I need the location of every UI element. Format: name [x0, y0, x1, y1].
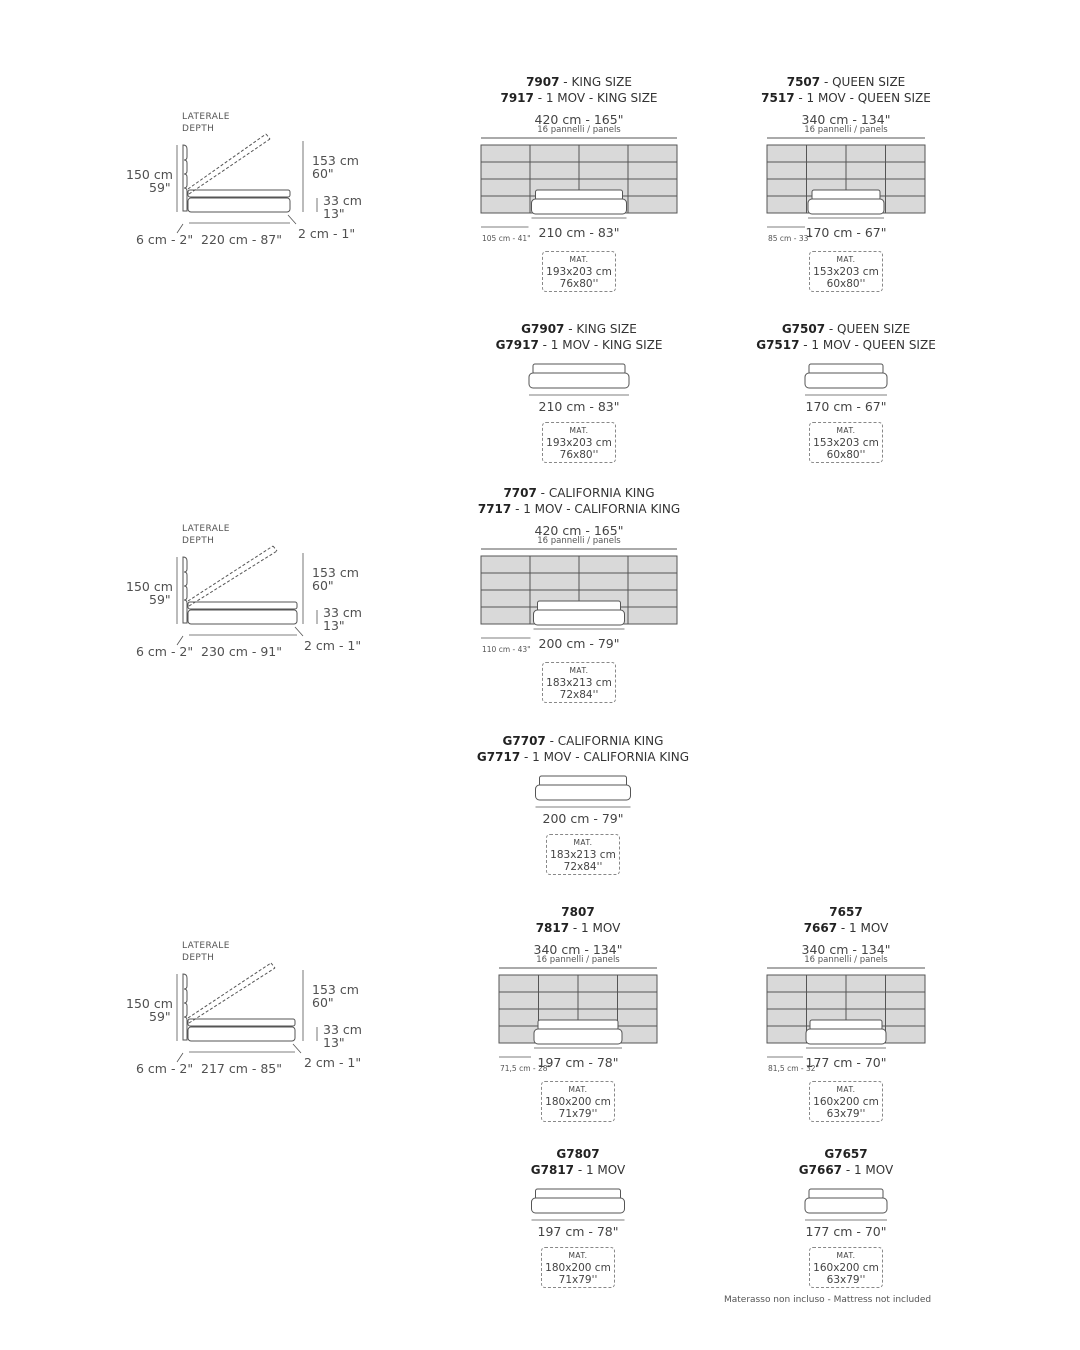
model-code: 7907 — [526, 75, 560, 89]
bed-width: 197 cm - 78" — [537, 1055, 619, 1070]
bed-width: 170 cm - 67" — [805, 399, 887, 414]
panel-tile — [499, 992, 539, 1009]
panel-tile — [628, 179, 677, 196]
panel-tile — [618, 992, 658, 1009]
panel-tile — [886, 196, 926, 213]
panel-tile — [846, 145, 886, 162]
model-desc: - 1 MOV — [569, 921, 621, 935]
model-code: 7657 — [829, 905, 863, 919]
mattress-cm: 180x200 cm — [545, 1262, 611, 1274]
model-code: G7907 — [521, 322, 565, 336]
gap-dim: 2 cm - 1" — [304, 1055, 362, 1070]
bed-width: 200 cm - 79" — [538, 636, 620, 651]
panel-tile — [846, 162, 886, 179]
headboard-thickness: 6 cm - 2" — [136, 644, 194, 659]
panel-tile — [767, 1026, 807, 1043]
panel-tile — [481, 573, 530, 590]
panel-tile — [481, 590, 530, 607]
model-code: 7667 — [803, 921, 838, 935]
panel-tile — [807, 992, 847, 1009]
panel-tile — [530, 162, 579, 179]
panel-tile — [579, 573, 628, 590]
panel-tile — [886, 162, 926, 179]
model-desc: - KING SIZE — [564, 322, 637, 336]
model-code: G7817 — [530, 1163, 575, 1177]
model-code: G7517 — [756, 338, 800, 352]
mattress-label: MAT. — [569, 426, 589, 435]
panel-tile — [628, 196, 677, 213]
mattress-in: 63x79'' — [826, 1108, 866, 1120]
panel-tile — [628, 573, 677, 590]
mattress-in: 60x80'' — [826, 449, 866, 461]
model-code: 7707 — [503, 486, 537, 500]
model-desc: - QUEEN SIZE — [820, 75, 906, 89]
mattress-label: MAT. — [569, 255, 589, 264]
panel-tile — [578, 992, 618, 1009]
height-cm: 150 cm — [126, 167, 173, 182]
model-desc: - KING SIZE — [559, 75, 632, 89]
model-code: G7667 — [798, 1163, 843, 1177]
mattress-label: MAT. — [836, 426, 856, 435]
side-label-depth: DEPTH — [182, 124, 215, 134]
model-line-1 — [696, 74, 996, 90]
model-desc: - 1 MOV - QUEEN SIZE — [794, 91, 931, 105]
mattress-cm: 160x200 cm — [813, 1096, 879, 1108]
panel-tile — [807, 162, 847, 179]
mattress-label: MAT. — [836, 1251, 856, 1260]
model-line-2 — [696, 90, 996, 106]
bed-height-cm: 33 cm — [323, 1022, 362, 1037]
panel-tile — [618, 1026, 658, 1043]
panel-tile — [886, 1009, 926, 1026]
panel-tile — [578, 975, 618, 992]
panel-tile — [886, 992, 926, 1009]
bed-height-in: 13" — [323, 618, 345, 633]
height-in: 59" — [149, 1009, 171, 1024]
headboard-width: 420 cm - 165" — [534, 112, 624, 127]
bed-width: 170 cm - 67" — [805, 225, 887, 240]
model-line-2 — [429, 501, 729, 517]
mattress-cm: 153x203 cm — [813, 266, 879, 278]
bed-length: 220 cm - 87" — [201, 232, 282, 247]
headboard-thickness: 6 cm - 2" — [136, 1061, 194, 1076]
footer-note: Materasso non incluso - Mattress not included — [724, 1295, 932, 1305]
mattress-label: MAT. — [836, 255, 856, 264]
mattress-box — [809, 251, 883, 292]
bed-height-cm: 33 cm — [323, 605, 362, 620]
panel-tile — [618, 975, 658, 992]
model-desc: - 1 MOV - KING SIZE — [533, 91, 658, 105]
mattress-in: 76x80'' — [559, 278, 599, 290]
model-line-2 — [428, 920, 728, 936]
mattress-cm: 193x203 cm — [546, 437, 612, 449]
mattress-box — [542, 251, 616, 292]
model-code: 7807 — [561, 905, 595, 919]
bed-width: 200 cm - 79" — [542, 811, 624, 826]
mattress-label: MAT. — [568, 1085, 588, 1094]
model-line-1 — [429, 485, 729, 501]
panels-count: 16 pannelli / panels — [536, 955, 620, 965]
panel-tile — [530, 145, 579, 162]
mattress-cm: 183x213 cm — [550, 849, 616, 861]
panel-tile — [886, 145, 926, 162]
bed-width: 210 cm - 83" — [538, 399, 620, 414]
headboard-width: 340 cm - 134" — [801, 942, 891, 957]
model-desc: - CALIFORNIA KING — [545, 734, 664, 748]
model-line-1 — [428, 1146, 728, 1162]
mattress-cm: 153x203 cm — [813, 437, 879, 449]
model-desc: - QUEEN SIZE — [825, 322, 911, 336]
mattress-label: MAT. — [573, 838, 593, 847]
model-code: G7507 — [781, 322, 826, 336]
panel-tile — [481, 145, 530, 162]
panel-tile — [767, 145, 807, 162]
side-label-depth: DEPTH — [182, 536, 215, 546]
panel-tile — [499, 975, 539, 992]
panel-tile — [767, 1009, 807, 1026]
panel-tile — [807, 145, 847, 162]
mattress-box — [541, 1247, 615, 1288]
model-code: G7657 — [824, 1147, 868, 1161]
bed-height-in: 13" — [323, 206, 345, 221]
model-desc: - 1 MOV - QUEEN SIZE — [799, 338, 936, 352]
panel-tile — [481, 196, 530, 213]
model-desc: - 1 MOV - KING SIZE — [538, 338, 663, 352]
panel-tile — [846, 975, 886, 992]
mattress-in: 72x84'' — [559, 689, 599, 701]
mattress-label: MAT. — [569, 666, 589, 675]
model-line-2 — [696, 920, 996, 936]
model-desc: - 1 MOV — [837, 921, 889, 935]
panel-tile — [499, 1009, 539, 1026]
open-height-in: 60" — [312, 166, 334, 181]
bed-length: 217 cm - 85" — [201, 1061, 282, 1076]
mattress-in: 71x79'' — [558, 1108, 598, 1120]
panel-tile — [579, 556, 628, 573]
panel-tile — [618, 1009, 658, 1026]
mattress-cm: 183x213 cm — [546, 677, 612, 689]
panel-tile — [886, 1026, 926, 1043]
panel-tile — [481, 556, 530, 573]
panels-count: 16 pannelli / panels — [537, 536, 621, 546]
mattress-cm: 193x203 cm — [546, 266, 612, 278]
side-label-laterale: LATERALE — [182, 941, 230, 951]
open-height-cm: 153 cm — [312, 565, 359, 580]
mattress-label: MAT. — [568, 1251, 588, 1260]
panel-tile — [628, 145, 677, 162]
panel-tile — [767, 992, 807, 1009]
panel-tile — [579, 162, 628, 179]
open-height-cm: 153 cm — [312, 153, 359, 168]
model-line-1 — [696, 904, 996, 920]
bed-drawing — [0, 0, 1, 1]
mattress-in: 63x79'' — [826, 1274, 866, 1286]
height-cm: 150 cm — [126, 579, 173, 594]
mattress-in: 71x79'' — [558, 1274, 598, 1286]
panel-tile — [767, 162, 807, 179]
gap-dim: 2 cm - 1" — [298, 226, 356, 241]
mattress-in: 60x80'' — [826, 278, 866, 290]
mattress-in: 76x80'' — [559, 449, 599, 461]
model-code: 7517 — [761, 91, 795, 105]
model-line-2 — [429, 90, 729, 106]
mattress-box — [542, 662, 616, 703]
model-line-2 — [428, 1162, 728, 1178]
model-code: G7917 — [495, 338, 539, 352]
panel-tile — [807, 975, 847, 992]
panel-tile — [481, 162, 530, 179]
mattress-label: MAT. — [836, 1085, 856, 1094]
side-extension: 85 cm - 33" — [768, 234, 812, 243]
bed-height-cm: 33 cm — [323, 193, 362, 208]
height-in: 59" — [149, 592, 171, 607]
side-label-laterale: LATERALE — [182, 524, 230, 534]
side-extension: 81,5 cm - 32" — [768, 1064, 819, 1073]
model-desc: - CALIFORNIA KING — [536, 486, 655, 500]
panel-tile — [886, 975, 926, 992]
bed-width: 197 cm - 78" — [537, 1224, 619, 1239]
panel-tile — [628, 590, 677, 607]
mattress-box — [809, 1247, 883, 1288]
panel-tile — [767, 179, 807, 196]
model-line-2 — [696, 337, 996, 353]
mattress-box — [546, 834, 620, 875]
model-line-2 — [696, 1162, 996, 1178]
mattress-box — [809, 422, 883, 463]
model-desc: - 1 MOV — [842, 1163, 894, 1177]
panel-tile — [499, 1026, 539, 1043]
bed-width: 177 cm - 70" — [805, 1055, 887, 1070]
panel-tile — [628, 556, 677, 573]
mattress-box — [809, 1081, 883, 1122]
side-label-depth: DEPTH — [182, 953, 215, 963]
model-line-1 — [433, 733, 733, 749]
panel-tile — [481, 607, 530, 624]
model-code: 7817 — [535, 921, 570, 935]
side-extension: 105 cm - 41" — [482, 234, 531, 243]
panel-tile — [767, 196, 807, 213]
model-line-1 — [429, 321, 729, 337]
panels-count: 16 pannelli / panels — [804, 955, 888, 965]
mattress-box — [542, 422, 616, 463]
mattress-cm: 160x200 cm — [813, 1262, 879, 1274]
model-desc: - 1 MOV — [574, 1163, 626, 1177]
mattress-in: 72x84'' — [563, 861, 603, 873]
side-label-laterale: LATERALE — [182, 112, 230, 122]
model-line-1 — [696, 1146, 996, 1162]
mattress-cm: 180x200 cm — [545, 1096, 611, 1108]
panels-count: 16 pannelli / panels — [537, 125, 621, 135]
mattress-box — [541, 1081, 615, 1122]
bed-width: 210 cm - 83" — [538, 225, 620, 240]
panels-count: 16 pannelli / panels — [804, 125, 888, 135]
panel-tile — [481, 179, 530, 196]
model-code: G7807 — [556, 1147, 600, 1161]
headboard-width: 420 cm - 165" — [534, 523, 624, 538]
open-height-cm: 153 cm — [312, 982, 359, 997]
panel-tile — [539, 975, 579, 992]
model-code: 7507 — [786, 75, 821, 89]
model-code: 7717 — [477, 502, 512, 516]
panel-tile — [886, 179, 926, 196]
panel-tile — [579, 145, 628, 162]
panel-tile — [628, 162, 677, 179]
model-code: 7917 — [500, 91, 534, 105]
headboard-thickness: 6 cm - 2" — [136, 232, 194, 247]
headboard-width: 340 cm - 134" — [801, 112, 891, 127]
model-line-1 — [429, 74, 729, 90]
height-cm: 150 cm — [126, 996, 173, 1011]
model-line-1 — [696, 321, 996, 337]
side-extension: 71,5 cm - 28" — [500, 1064, 551, 1073]
open-height-in: 60" — [312, 578, 334, 593]
headboard-width: 340 cm - 134" — [533, 942, 623, 957]
panel-tile — [628, 607, 677, 624]
height-in: 59" — [149, 180, 171, 195]
panel-tile — [846, 992, 886, 1009]
model-code: G7707 — [502, 734, 546, 748]
model-desc: - 1 MOV - CALIFORNIA KING — [511, 502, 681, 516]
bed-length: 230 cm - 91" — [201, 644, 282, 659]
panel-tile — [539, 992, 579, 1009]
panel-tile — [530, 573, 579, 590]
model-code: G7717 — [476, 750, 521, 764]
panel-tile — [767, 975, 807, 992]
model-line-2 — [433, 749, 733, 765]
model-desc: - 1 MOV - CALIFORNIA KING — [520, 750, 690, 764]
open-height-in: 60" — [312, 995, 334, 1010]
bed-height-in: 13" — [323, 1035, 345, 1050]
bed-width: 177 cm - 70" — [805, 1224, 887, 1239]
model-line-2 — [429, 337, 729, 353]
model-line-1 — [428, 904, 728, 920]
gap-dim: 2 cm - 1" — [304, 638, 362, 653]
panel-tile — [530, 556, 579, 573]
side-extension: 110 cm - 43" — [482, 645, 531, 654]
